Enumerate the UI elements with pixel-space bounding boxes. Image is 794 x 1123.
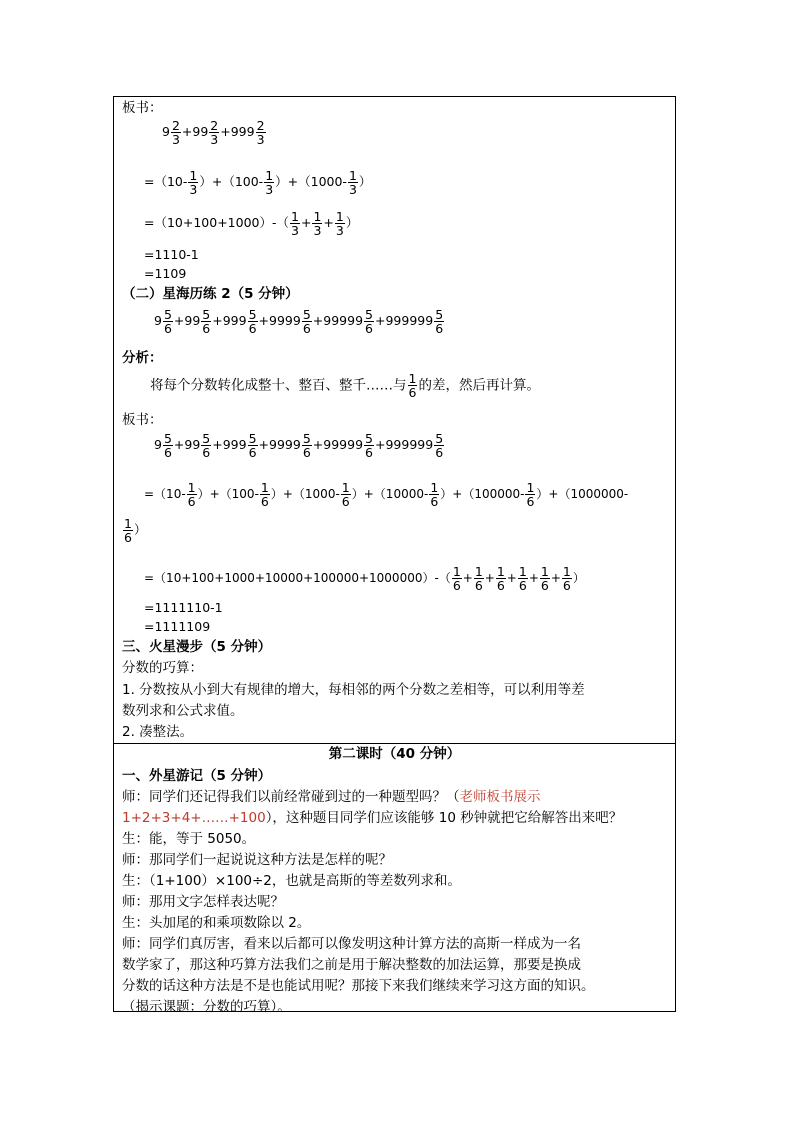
example1-step2: =（10+100+1000）-（ $\frac{1}{3}$ + $\frac{1}{3}$ + $\frac{1}{3}$ ） bbox=[144, 209, 359, 238]
example1-step1: =（10- $\frac{1}{3}$ ）+（100- $\frac{1}{3}$ ）+（1000- $\frac{1}{3}$ ） bbox=[144, 168, 372, 197]
dialogue-line-10: 分数的话这种方法是不是也能试用呢？那接下来我们继续来学习这方面的知识。 bbox=[122, 978, 595, 994]
example2-step2: =（10+100+1000+10000+100000+1000000）-（ $\frac{1}{6}$ + $\frac{1}{6}$ + $\frac{1}{6}$ + $\frac{1}{6}$ + $\frac{1}{6}$ + $\frac{1}{6}$ ） bbox=[144, 564, 585, 593]
example2-step3: =1111110-1 bbox=[144, 600, 223, 615]
dialogue-line-9: 数学家了，那这种巧算方法我们之前是用于解决整数的加法运算，那要是换成 bbox=[122, 957, 581, 973]
lesson-plan-table bbox=[113, 96, 676, 1015]
dialogue-line-7: 生：头加尾的和乘项数除以 2。 bbox=[122, 915, 311, 931]
analysis-label: 分析： bbox=[122, 350, 163, 366]
example2-result: =1111109 bbox=[144, 619, 211, 634]
analysis-text: 将每个分数转化成整十、整百、整千……与 $\frac{1}{6}$ 的差，然后再计算。 bbox=[150, 371, 540, 400]
subsection-title: （二）星海历练 2（5 分钟） bbox=[122, 286, 299, 302]
part3-title: 三、火星漫步（5 分钟） bbox=[122, 639, 272, 655]
example1-expression: 9 $\frac{2}{3}$ +99 $\frac{2}{3}$ +999 $\frac{2}{3}$ bbox=[162, 118, 265, 147]
example1-result: =1109 bbox=[144, 266, 187, 281]
dialogue-line-1: 师：同学们还记得我们以前经常碰到过的一种题型吗？（老师板书展示 bbox=[122, 789, 541, 805]
dialogue-line-5: 生：（1+100）×100÷2，也就是高斯的等差数列求和。 bbox=[122, 873, 461, 889]
board-label: 板书： bbox=[122, 100, 163, 116]
dialogue-line-6: 师：那用文字怎样表达呢？ bbox=[122, 894, 284, 910]
dialogue-line-4: 师：那同学们一起说说这种方法是怎样的呢？ bbox=[122, 852, 392, 868]
tips-title: 分数的巧算： bbox=[122, 660, 203, 676]
example2-step1: =（10- $\frac{1}{6}$ ）+（100- $\frac{1}{6}$ ）+（1000- $\frac{1}{6}$ ）+（10000- $\frac{1}{6}$ ）+（100000- $\frac{1}{6}$ ）+（1000000- bbox=[144, 480, 629, 509]
dialogue-line-2: 1+2+3+4+……+100），这种题目同学们应该能够 10 秒钟就把它给解答出来吧？ bbox=[122, 810, 623, 826]
lesson-title: 第二课时（40 分钟） bbox=[328, 746, 461, 762]
dialogue-line-3: 生：能，等于 5050。 bbox=[122, 831, 256, 847]
example1-step3: =1110-1 bbox=[144, 247, 199, 262]
example2-expression: 9 $\frac{5}{6}$ +99 $\frac{5}{6}$ +999 $\frac{5}{6}$ +9999 $\frac{5}{6}$ +99999 $\frac{5}{6}$ +999999 $\frac{5}{6}$ bbox=[154, 307, 444, 336]
example2-expression-repeat: 9 $\frac{5}{6}$ +99 $\frac{5}{6}$ +999 $\frac{5}{6}$ +9999 $\frac{5}{6}$ +99999 $\frac{5}{6}$ +999999 $\frac{5}{6}$ bbox=[154, 431, 444, 460]
dialogue-line-8: 师：同学们真厉害，看来以后都可以像发明这种计算方法的高斯一样成为一名 bbox=[122, 936, 581, 952]
part1-title: 一、外星游记（5 分钟） bbox=[122, 768, 272, 784]
dialogue-line-11: （揭示课题：分数的巧算）。 bbox=[122, 999, 291, 1015]
tip2: 2. 凑整法。 bbox=[122, 724, 194, 740]
tip1-line1: 1. 分数按从小到大有规律的增大，每相邻的两个分数之差相等，可以利用等差 bbox=[122, 682, 585, 698]
board-label: 板书： bbox=[122, 412, 163, 428]
example2-step1-cont: $\frac{1}{6}$ ） bbox=[124, 516, 147, 545]
tip1-line2: 数列求和公式求值。 bbox=[122, 703, 244, 719]
lesson2-cell bbox=[114, 743, 675, 1015]
